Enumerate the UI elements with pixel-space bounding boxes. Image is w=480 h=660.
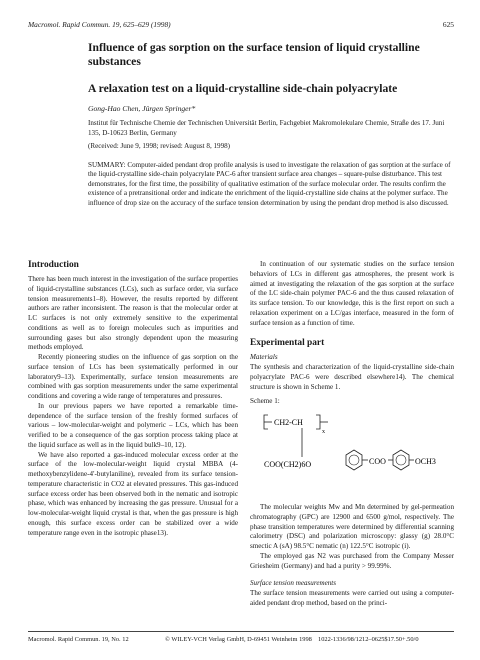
abstract-summary: SUMMARY: Computer-aided pendant drop profile analysis is used to investigate the relaxation of gas sorption at the surface of the liquid-crystalline side-chain polyacrylate PAC-6 after transient surface area changes – square-pulse disturbance. This test demonstrates, for the first time, the possibility of qualitative estimation of the surface molecular order. The results confirm the existence of a pretransitional order and indicate the enrichment of the liquid-crystalline side chains at the polymer surface. The influence of drop size on the accuracy of the surface tension determination by using the pendant drop method is also discussed. [88, 161, 451, 207]
journal-header: Macromol. Rapid Commun. 19, 625–629 (1998) [28, 20, 171, 29]
scheme-subscript: x [322, 429, 325, 435]
molecular-weight-paragraph: The molecular weights Mw and Mn determined by gel-permeation chromatography (GPC) are 12900 and 6500 g/mol, respectively. The phase transition temperatures were determined by differential scanning calorimetry (DSC) and polarization microscopy: glassy (g) 28.0°C smectic A (sA) 98.5°C nematic (n) 122.5°C isotropic (i). [250, 503, 454, 550]
experimental-heading: Experimental part [250, 338, 325, 349]
scheme-linker: COO [369, 457, 386, 466]
scheme-backbone: CH2-CH [274, 418, 303, 427]
affiliation: Institut für Technische Chemie der Technischen Universität Berlin, Fachgebiet Makromolekulare Chemie, Straße des 17. Juni 135, D-10623 Berlin, Germany [88, 119, 445, 137]
received-dates: (Received: June 9, 1998; revised: August 8, 1998) [88, 142, 231, 150]
intro-paragraph-1: There has been much interest in the investigation of the surface properties of liquid-crystalline substances (LCs), such as surface order, via surface tension measurements1–8). However, the results reported by different authors are rather inconsistent. The reason is that the molecular order at LC surfaces is not only extremely sensitive to the experimental conditions as well as to foreign molecules such as impurities and surrounding gases but also strongly dependent upon the measuring methods employed. [28, 275, 238, 352]
page-number: 625 [442, 20, 454, 29]
author-list: Gong-Hao Chen, Jürgen Springer* [88, 104, 196, 113]
introduction-heading: Introduction [28, 260, 79, 270]
footer-code: 1022-1336/98/1212–0625$17.50+.50/0 [318, 636, 419, 643]
chemical-structure-scheme [250, 409, 454, 499]
footer-rule [28, 631, 454, 632]
materials-text: The synthesis and characterization of the liquid-crystalline side-chain polyacrylate PAC-6 were described elsewhere14). The chemical structure is shown in Scheme 1. [250, 363, 454, 391]
intro-paragraph-2: Recently pioneering studies on the influence of gas sorption on the surface tension of LCs has been systematically performed in our laboratory9–13). Experimentally, surface tension measurements are combined with gas sorption measurements under the same experimental conditions and covering a wide range of temperatures and pressures. [28, 353, 238, 400]
benzene-ring-1 [346, 450, 362, 470]
scheme-side-chain: COO(CH2)6O [264, 460, 312, 469]
article-title: Influence of gas sorption on the surface tension of liquid crystalline substances [88, 41, 420, 68]
footer-journal: Macromol. Rapid Commun. 19, No. 12 [28, 636, 129, 643]
left-column [28, 260, 238, 538]
surface-tension-heading: Surface tension measurements [250, 579, 337, 588]
footer-copyright: © WILEY-VCH Verlag GmbH, D-69451 Weinheim 1998 [165, 636, 312, 643]
materials-heading: Materials [250, 353, 278, 362]
benzene-ring-2 [393, 450, 409, 470]
surface-tension-text: The surface tension measurements were carried out using a computer-aided pendant drop method, based on the princi- [250, 589, 454, 607]
scheme-label: Scheme 1: [250, 397, 280, 406]
intro-paragraph-3: In our previous papers we have reported a remarkable time-dependence of the surface tension of the freshly formed surfaces of various – low-molecular-weight and polymeric – LCs, which has been verified to be a consequence of the gas sorption process taking place at the liquid surface as well as in the liquid bulk9–10, 12). [28, 401, 238, 449]
scheme-end-group: OCH3 [415, 457, 436, 466]
article-subtitle: A relaxation test on a liquid-crystalline side-chain polyacrylate [88, 82, 398, 95]
continuation-paragraph: In continuation of our systematic studies on the surface tension behaviors of LCs in different gas atmospheres, the present work is aimed at investigating the relaxation of the gas sorption at the surface of the LC side-chain polymer PAC-6 and the thus caused relaxation of its surface tension. To our knowledge, this is the first report on such a relaxation experiment on a LC/gas interface, measured in the form of surface tension as a function of time. [250, 260, 454, 327]
intro-paragraph-4: We have also reported a gas-induced molecular excess order at the surface of the low-molecular-weight liquid crystal MBBA (4-methoxybenzylidene-4′-butylaniline), revealed from its surface tension-temperature characteristic in CO2 at elevated pressures. This gas-induced surface excess order has been observed both in the nematic and isotropic phase, which was enhanced by increasing the gas pressure. Unusual for a low-molecular-weight liquid crystal is that, when the gas pressure is high enough, this surface excess order can be stabilized over a wide temperature range even in the isotropic phase13). [28, 450, 238, 537]
gas-paragraph: The employed gas N2 was purchased from the Company Messer Griesheim (Germany) and had a purity > 99.99%. [250, 551, 454, 570]
right-column [250, 260, 454, 609]
